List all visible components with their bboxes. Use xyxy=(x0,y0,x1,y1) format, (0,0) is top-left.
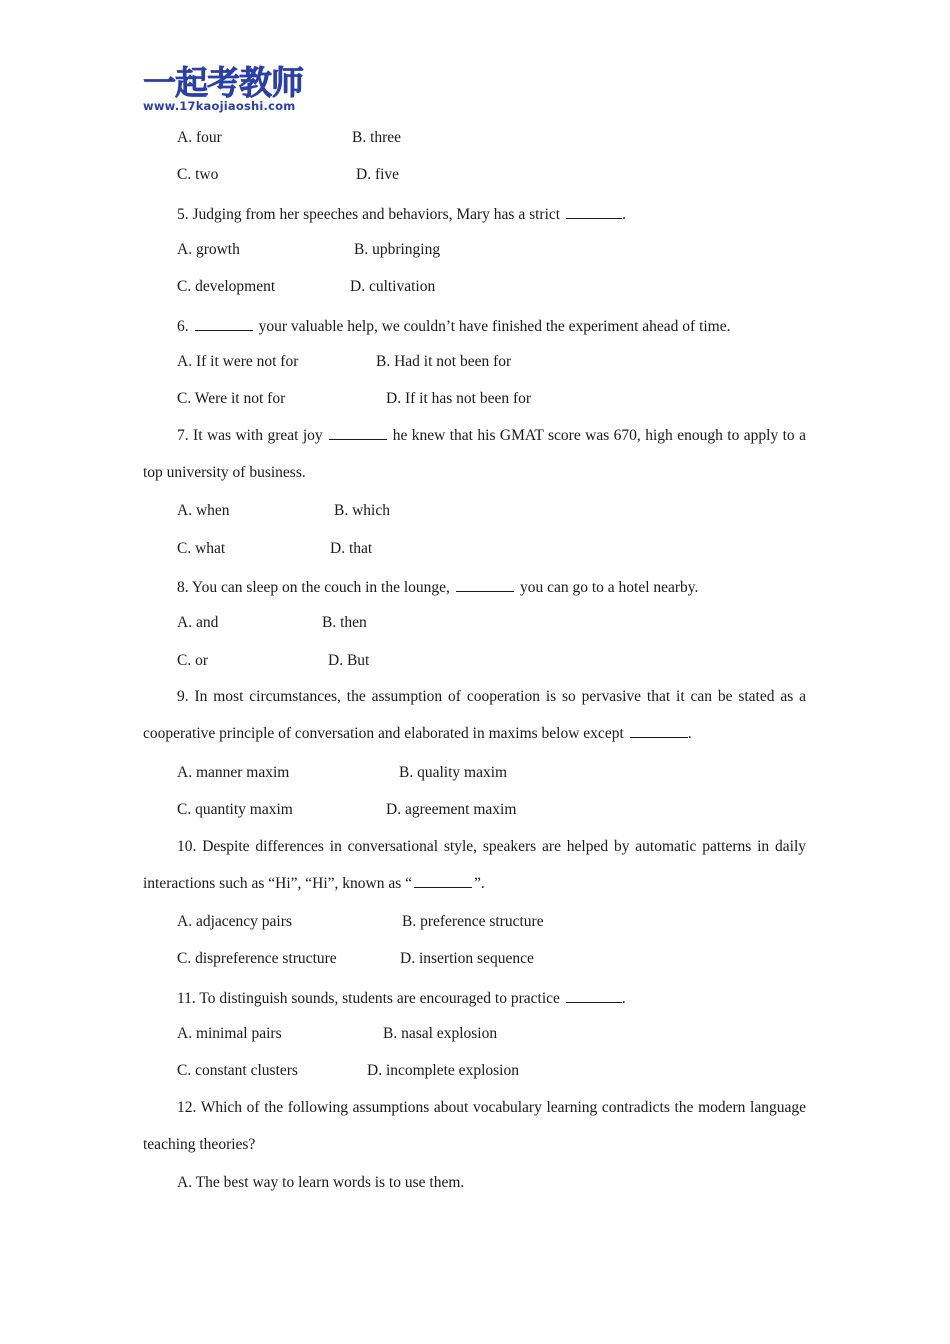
q7-option-d: D. that xyxy=(330,540,373,557)
q9-option-d: D. agreement maxim xyxy=(386,801,517,818)
q7-stem xyxy=(143,417,806,492)
q11-option-b: B. nasal explosion xyxy=(383,1025,498,1042)
q9-option-b: B. quality maxim xyxy=(399,764,508,781)
q4-option-a: A. four xyxy=(177,129,222,146)
q9-stem xyxy=(143,678,806,753)
q8-option-b: B. then xyxy=(322,614,367,631)
q11-option-a: A. minimal pairs xyxy=(177,1025,282,1042)
answer-blank xyxy=(414,872,472,888)
q12-option-a: A. The best way to learn words is to use them. xyxy=(177,1174,465,1191)
answer-blank xyxy=(195,315,253,331)
q7-option-c: C. what xyxy=(177,540,226,557)
q5-option-d: D. cultivation xyxy=(350,278,436,295)
q6-stem-text: your valuable help, we couldn’t have finished the experiment ahead of time. xyxy=(258,318,731,335)
logo-mark: 一起考教师 xyxy=(143,63,303,102)
q11-option-c: C. constant clusters xyxy=(177,1062,298,1079)
q11-stem-text: 11. To distinguish sounds, students are encouraged to practice xyxy=(177,990,560,1007)
q10-option-b: B. preference structure xyxy=(402,913,544,930)
q7-option-a: A. when xyxy=(177,502,230,519)
q10-stem-text: 10. Despite differences in conversational style, speakers are helped by automatic patterns in daily interactions such as “Hi”, “Hi”, known as “ xyxy=(143,838,806,893)
q6-option-c: C. Were it not for xyxy=(177,390,286,407)
q8-option-a: A. and xyxy=(177,614,219,631)
answer-blank xyxy=(329,424,387,440)
q10-stem-end: ”. xyxy=(474,875,485,893)
site-logo xyxy=(143,63,308,114)
q5-option-a: A. growth xyxy=(177,241,240,258)
q8-option-d: D. But xyxy=(328,652,370,669)
q5-stem xyxy=(177,203,626,225)
q11-stem xyxy=(177,987,626,1009)
answer-blank xyxy=(566,987,622,1003)
q6-stem xyxy=(177,315,731,337)
q11-stem-end: . xyxy=(621,990,626,1007)
q10-stem xyxy=(143,828,806,903)
q7-stem-text: 7. It was with great joy xyxy=(177,427,323,444)
q9-option-a: A. manner maxim xyxy=(177,764,290,781)
q9-stem-text: 9. In most circumstances, the assumption of cooperation is so pervasive that it can be stated as a cooperative principle of conversation and elaborated in maxims below except xyxy=(143,688,806,743)
q6-option-b: B. Had it not been for xyxy=(376,353,512,370)
q9-option-c: C. quantity maxim xyxy=(177,801,293,818)
q5-stem-text: 5. Judging from her speeches and behaviors, Mary has a strict xyxy=(177,206,561,223)
q8-option-c: C. or xyxy=(177,652,208,669)
q4-option-b: B. three xyxy=(352,129,402,146)
q4-option-d: D. five xyxy=(356,166,400,183)
q5-option-b: B. upbringing xyxy=(354,241,441,258)
q6-option-d: D. If it has not been for xyxy=(386,390,532,407)
q10-option-c: C. dispreference structure xyxy=(177,950,337,967)
q9-stem-end: . xyxy=(687,725,692,743)
q6-option-a: A. If it were not for xyxy=(177,353,299,370)
q12-stem: 12. Which of the following assumptions about vocabulary learning contradicts the modern language teaching theories? xyxy=(143,1099,806,1154)
q8-stem xyxy=(177,576,698,598)
q10-option-a: A. adjacency pairs xyxy=(177,913,292,930)
q7-stem-end: he knew that his GMAT score was 670, high enough to apply to a top university of business. xyxy=(143,427,806,482)
q4-option-c: C. two xyxy=(177,166,219,183)
logo-url: www.17kaojiaoshi.com xyxy=(143,99,296,113)
q5-stem-end: . xyxy=(622,206,626,223)
q6-number: 6. xyxy=(177,318,189,335)
answer-blank xyxy=(566,203,622,219)
q10-option-d: D. insertion sequence xyxy=(400,950,534,967)
q8-stem-text: 8. You can sleep on the couch in the lounge, xyxy=(177,579,450,596)
q5-option-c: C. development xyxy=(177,278,276,295)
answer-blank xyxy=(630,722,688,738)
q8-stem-end: you can go to a hotel nearby. xyxy=(519,579,699,596)
q7-option-b: B. which xyxy=(334,502,390,519)
q11-option-d: D. incomplete explosion xyxy=(367,1062,519,1079)
answer-blank xyxy=(456,576,514,592)
